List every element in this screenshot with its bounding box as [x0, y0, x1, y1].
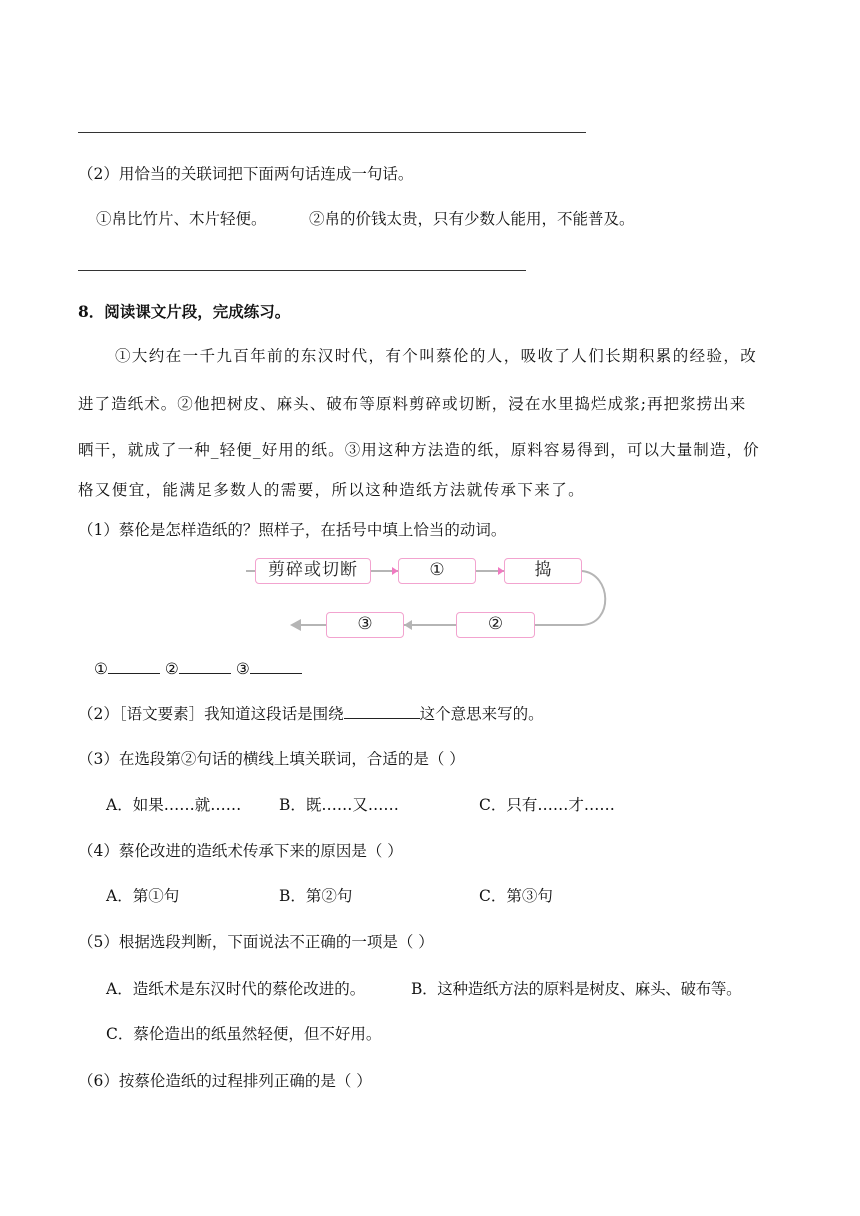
q8-3-option-a[interactable]: A．如果……就…… — [106, 796, 242, 814]
flow-step-blank-2: ② — [456, 612, 535, 638]
q7-sentence-1: ①帛比竹片、木片轻便。 — [96, 210, 267, 228]
answer-3-label: ③ — [235, 660, 250, 678]
q8-5-option-a[interactable]: A．造纸术是东汉时代的蔡伦改进的。 — [106, 980, 366, 998]
answer-1-label: ① — [94, 660, 108, 678]
q8-4-label: （4）蔡伦改进的造纸术传承下来的原因是（ ） — [78, 842, 403, 860]
q8-4-option-a[interactable]: A．第①句 — [106, 887, 180, 905]
q8-2-blank[interactable] — [344, 704, 420, 719]
passage-line-1: ①大约在一千九百年前的东汉时代，有个叫蔡伦的人，吸收了人们长期积累的经验，改 — [115, 347, 758, 365]
q8-2-after: 这个意思来写的。 — [419, 705, 544, 723]
q8-1-label: （1）蔡伦是怎样造纸的？照样子，在括号中填上恰当的动词。 — [78, 521, 507, 539]
q8-2 — [78, 704, 544, 724]
q8-3-label: （3）在选段第②句话的横线上填关联词，合适的是（ ） — [78, 750, 465, 768]
answer-2-blank[interactable] — [179, 659, 231, 674]
q8-3-option-c[interactable]: C．只有……才…… — [479, 796, 615, 814]
flow-step-pound: 捣 — [504, 558, 582, 584]
q8-3-option-b[interactable]: B．既……又…… — [279, 796, 399, 814]
flow-step-blank-1: ① — [398, 558, 476, 584]
q8-5-option-c[interactable]: C．蔡伦造出的纸虽然轻便，但不好用。 — [106, 1025, 382, 1043]
q8-6-label: （6）按蔡伦造纸的过程排列正确的是（ ） — [78, 1072, 372, 1090]
passage-line-4: 格又便宜，能满足多数人的需要，所以这种造纸方法就传承下来了。 — [78, 481, 586, 499]
q8-5-label: （5）根据选段判断，下面说法不正确的一项是（ ） — [78, 933, 434, 951]
answer-3-blank[interactable] — [250, 659, 302, 674]
q8-4-option-c[interactable]: C．第③句 — [479, 887, 553, 905]
q8-2-before: （2）［语文要素］我知道这段话是围绕 — [78, 705, 344, 723]
flow-step-cut: 剪碎或切断 — [255, 558, 371, 584]
q8-4-option-b[interactable]: B．第②句 — [279, 887, 353, 905]
flow-step-blank-3: ③ — [326, 612, 404, 638]
passage-line-3: 晒干，就成了一种_轻便_好用的纸。③用这种方法造的纸，原料容易得到，可以大量制造，价 — [78, 441, 760, 459]
q7-sentence-2: ②帛的价钱太贵，只有少数人能用，不能普及。 — [309, 210, 635, 228]
passage-line-2: 进了造纸术。②他把树皮、麻头、破布等原料剪碎或切断，浸在水里捣烂成浆;再把浆捞出来 — [78, 395, 747, 413]
answer-line-q7 — [78, 270, 526, 271]
q7-sub2-label: （2）用恰当的关联词把下面两句话连成一句话。 — [78, 165, 414, 183]
q8-5-option-b[interactable]: B．这种造纸方法的原料是树皮、麻头、破布等。 — [411, 980, 742, 998]
answer-line-top — [78, 132, 586, 133]
q8-heading: 8．阅读课文片段，完成练习。 — [78, 302, 291, 321]
answer-2-label: ② — [164, 660, 179, 678]
answer-1-blank[interactable] — [108, 659, 160, 674]
q8-1-answers — [94, 659, 302, 679]
